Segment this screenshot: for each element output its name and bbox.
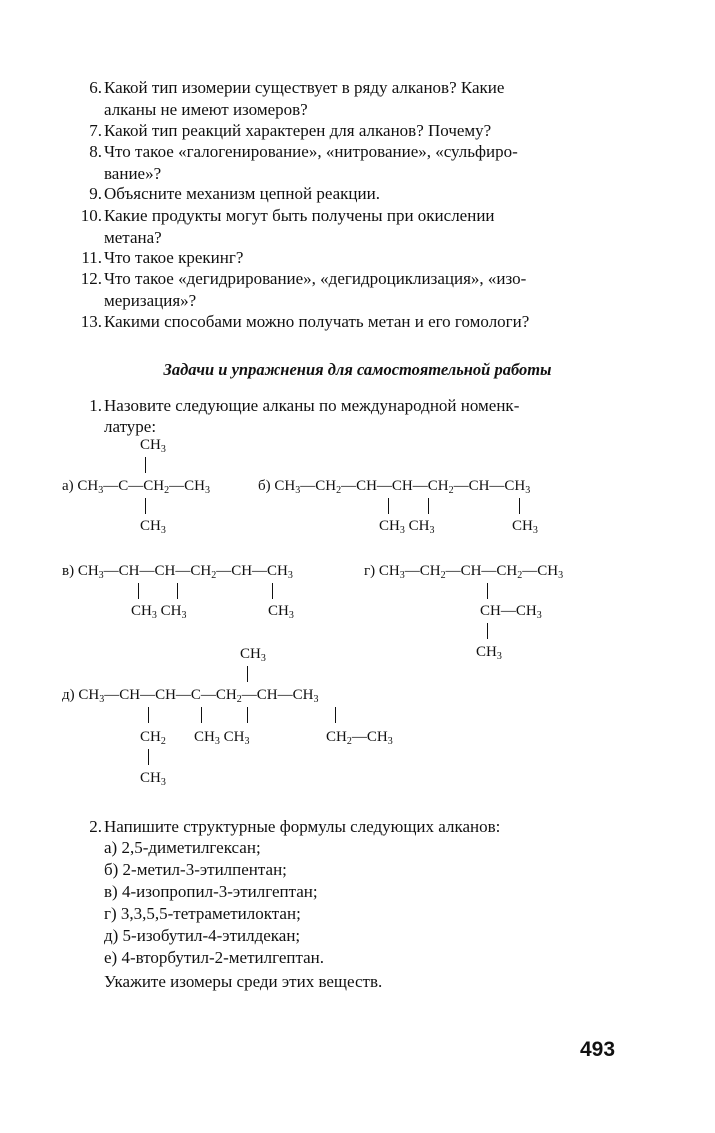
question-number: 6.: [89, 78, 102, 97]
label-g: г): [364, 563, 376, 579]
question-text: меризация»?: [104, 291, 197, 310]
question-text: Что такое «дегидрирование», «дегидроциклизация», «изо-: [104, 269, 527, 288]
task-2-item: а) 2,5-диметилгексан;: [104, 838, 261, 857]
question-text: вание»?: [104, 164, 162, 183]
task-text: Назовите следующие алканы по международной номенк-: [104, 396, 520, 415]
task-2-item: б) 2-метил-3-этилпентан;: [104, 860, 287, 879]
task-2-item: е) 4-вторбутил-2-метилгептан.: [104, 948, 324, 967]
task-number: 2.: [89, 817, 102, 836]
label-d: д): [62, 687, 75, 703]
task-2-item: г) 3,3,5,5-тетраметилоктан;: [104, 904, 301, 923]
section-title: Задачи и упражнения для самостоятельной работы: [163, 360, 552, 379]
question-text: Какими способами можно получать метан и его гомологи?: [104, 312, 530, 331]
question-number: 12.: [80, 269, 102, 288]
textbook-page: 6. Какой тип изомерии существует в ряду алканов? Какие алканы не имеют изомеров? 7. Какой тип реакций характерен для алканов? Почему? 8. Что такое «галогенирование», «нитрование», «сульфиро- вание»? 9. Объясните механизм цепной реакции. 10. Какие продукты могут быть получены при окислении метана? 11. Что такое крекинг? 12. Что такое «дегидрирование», «дегидроциклизация», «изо- меризация»? 13. Какими способами можно получать метан и его гомологи? Задачи и упражнения для самостоятельной работы 1. Назовите следующие алканы по международной номенк- латуре: $CH_3$ а) $CH_3—C—CH_2—CH_3$ $CH_3$ б) $CH_3—CH_2—CH—CH—CH_2—CH—CH_3$ $CH_3$ $CH_3$ $CH_3$ в) $CH_3—CH—CH—CH_2—CH—CH_3$ $CH_3$ $CH_3$ $CH_3$ г) $CH_3—CH_2—CH—CH_2—CH_3$ $CH—CH_3$ $CH_3$ $CH_3$ д) $CH_3—CH—CH—C—CH_2—CH—CH_3$ $CH_2$ $CH_3$ $CH_3$ $CH_2—CH_3$ $CH_3$ 2. Напишите структурные формулы следующих алканов: а) 2,5-диметилгексан; б) 2-метил-3-этилпентан; в) 4-изопропил-3-этилгептан; г) 3,3,5,5-тетраметилоктан; д) 5-изобутил-4-этилдекан; е) 4-вторбутил-2-метилгептан. Укажите изомеры среди этих веществ. 493: [0, 0, 715, 1133]
question-text: Какой тип реакций характерен для алканов? Почему?: [104, 121, 492, 140]
task-2-footer: Укажите изомеры среди этих веществ.: [104, 972, 383, 991]
question-text: метана?: [104, 228, 162, 247]
question-text: Какие продукты могут быть получены при окислении: [104, 206, 495, 225]
question-text: Что такое крекинг?: [104, 248, 244, 267]
question-text: алканы не имеют изомеров?: [104, 100, 308, 119]
question-number: 8.: [89, 142, 102, 161]
question-number: 13.: [80, 312, 102, 331]
task-2-item: д) 5-изобутил-4-этилдекан;: [104, 926, 301, 945]
question-number: 11.: [81, 248, 102, 267]
question-number: 7.: [89, 121, 102, 140]
task-number: 1.: [89, 396, 102, 415]
label-b: б): [258, 478, 271, 494]
question-number: 10.: [80, 206, 102, 225]
question-text: Какой тип изомерии существует в ряду алканов? Какие: [104, 78, 505, 97]
page-number: 493: [580, 1038, 616, 1061]
task-text: Напишите структурные формулы следующих алканов:: [104, 817, 501, 836]
question-text: Объясните механизм цепной реакции.: [104, 184, 380, 203]
task-text: латуре:: [104, 417, 157, 436]
label-a: а): [62, 478, 74, 494]
label-v: в): [62, 563, 75, 579]
question-text: Что такое «галогенирование», «нитрование», «сульфиро-: [104, 142, 518, 161]
question-number: 9.: [89, 184, 102, 203]
task-2-item: в) 4-изопропил-3-этилгептан;: [104, 882, 318, 901]
